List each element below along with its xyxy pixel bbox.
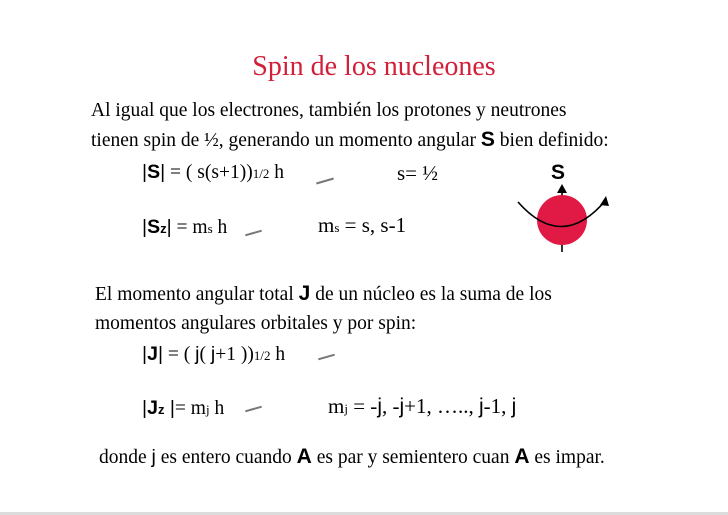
slide-title: Spin de los nucleones (252, 51, 496, 82)
j-letter: j (479, 395, 484, 418)
intro-line-1: Al igual que los electrones, también los protones y neutrones (91, 100, 567, 121)
footer-text: es par y semientero cuan (311, 447, 515, 468)
spinning-nucleon-diagram (510, 182, 614, 258)
intro-paragraph (91, 96, 609, 155)
exponent: 1/2 (252, 166, 270, 181)
equation-text: +1 )) (215, 344, 254, 365)
j-magnitude-equation (142, 343, 285, 366)
j-symbol: J (298, 282, 311, 305)
j-letter: j (399, 395, 405, 418)
planck-h: h (209, 398, 225, 419)
subscript-s: s (334, 220, 340, 235)
total-text-end: de un núcleo es la suma de los (310, 284, 552, 305)
intro-text: tienen spin de ½, generando un momento angular (91, 130, 481, 151)
vector-s-symbol: S (480, 128, 495, 151)
abs-bar: | (142, 397, 148, 419)
spin-magnitude-equation (142, 161, 284, 184)
abs-bar: | (166, 216, 172, 238)
spin-symbol: S (147, 161, 161, 183)
spin-projection-equation (142, 216, 227, 239)
subscript-z: z (160, 221, 167, 236)
abs-bar: | (142, 161, 148, 183)
mass-number-symbol: A (514, 445, 530, 468)
hbar-stroke (318, 354, 335, 361)
exponent: 1/2 (253, 348, 271, 363)
rotation-arrowhead (600, 196, 609, 206)
total-line-2: momentos angulares orbitales y por spin: (95, 313, 417, 334)
equation-text: = ( s(s+1)) (165, 162, 253, 183)
equation-text: = m (174, 398, 206, 419)
mj-list: -1, (483, 394, 512, 418)
subscript-j: j (344, 401, 348, 416)
spin-symbol: S (147, 216, 161, 238)
total-line-1 (95, 279, 552, 309)
j-letter: j (210, 343, 216, 365)
intro-line-2 (91, 125, 609, 155)
m-letter: m (328, 394, 345, 418)
abs-bar: | (164, 397, 175, 419)
subscript-s: s (207, 221, 213, 236)
subscript-z: z (157, 402, 165, 417)
intro-text-end: bien definido: (494, 130, 609, 151)
ms-values (318, 213, 406, 238)
abs-bar: | (157, 343, 164, 365)
equation-text: = ( (163, 344, 196, 365)
j-symbol: J (147, 343, 158, 365)
footer-text: donde (99, 447, 152, 468)
equation-text: = m (171, 217, 208, 238)
j-letter: j (151, 446, 156, 468)
hbar-stroke (316, 178, 334, 185)
mj-values (328, 394, 516, 419)
abs-bar: | (142, 216, 148, 238)
mj-list: = - (347, 394, 378, 418)
m-letter: m (318, 213, 335, 237)
j-symbol: J (147, 397, 158, 419)
planck-h: h (270, 344, 286, 365)
j-letter: j (511, 395, 517, 418)
spin-vector-label: S (551, 161, 566, 184)
total-text: El momento angular total (95, 284, 299, 305)
footer-text: es impar. (529, 447, 605, 468)
hbar-stroke (245, 406, 262, 413)
mj-list: , - (381, 394, 400, 418)
equation-text: ( (199, 344, 211, 365)
j-letter: j (377, 395, 382, 418)
subscript-j: j (205, 402, 210, 417)
mj-list: +1, ….., (404, 394, 479, 418)
planck-h: h (212, 217, 228, 238)
abs-bar: | (142, 343, 148, 365)
planck-h: h (269, 162, 284, 183)
footer-text: es entero cuando (155, 447, 297, 468)
nucleon-sphere (537, 195, 587, 245)
footer-statement (99, 445, 605, 469)
spin-axis-arrowhead (557, 184, 567, 193)
j-projection-equation (142, 397, 224, 420)
ms-list: = s, s-1 (339, 213, 407, 237)
hbar-stroke (245, 230, 262, 237)
j-letter: j (195, 343, 200, 365)
mass-number-symbol: A (296, 445, 312, 468)
abs-bar: | (160, 161, 166, 183)
total-momentum-paragraph (95, 279, 552, 338)
s-value: s= ½ (397, 161, 439, 185)
